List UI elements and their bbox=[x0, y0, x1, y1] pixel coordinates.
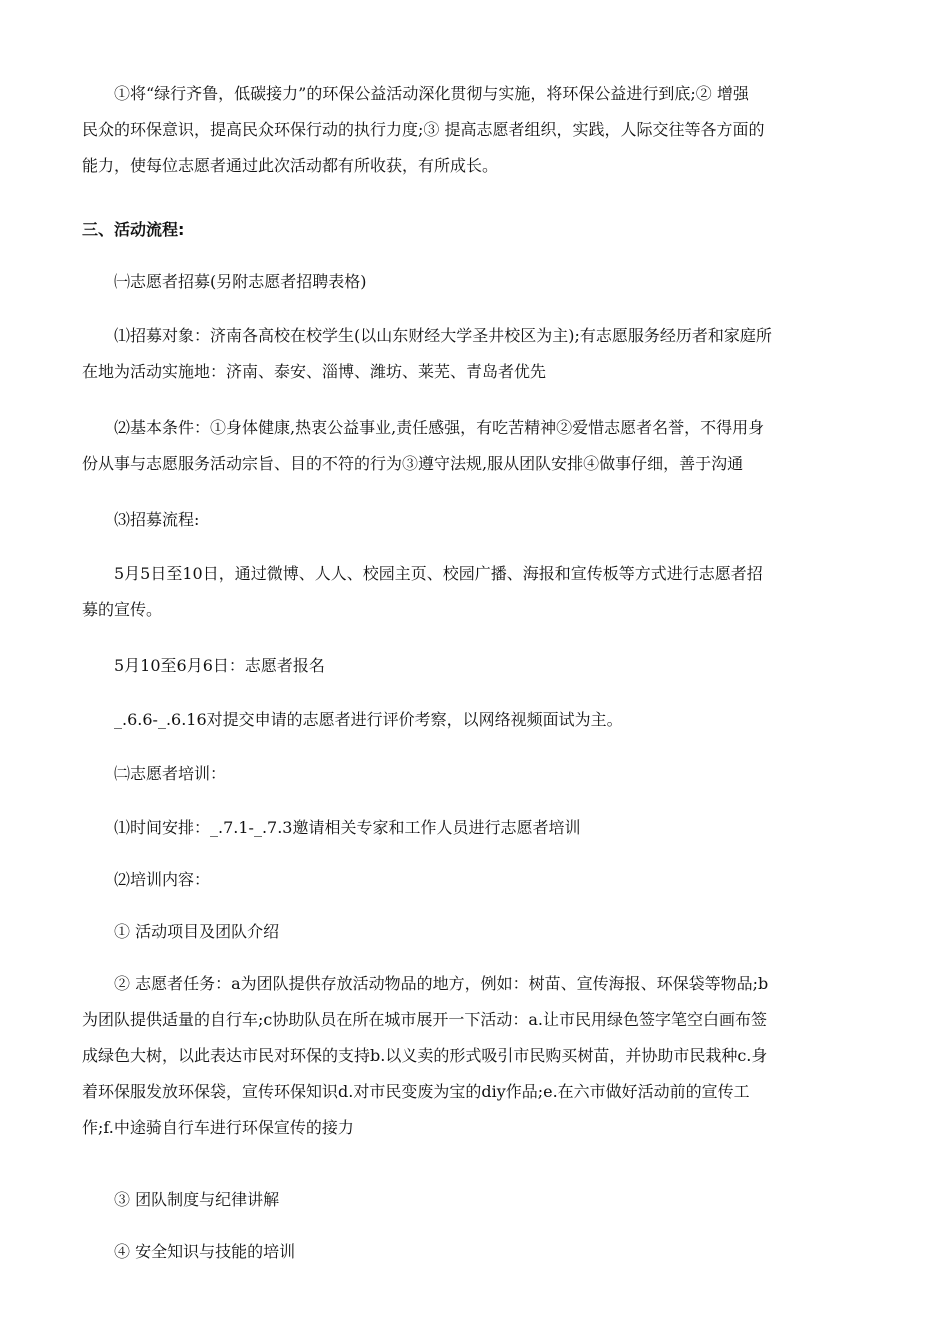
recruit-publicity-paragraph bbox=[82, 556, 872, 628]
training-item-2-line-2: 为团队提供适量的自行车;c协助队员在所在城市展开一下活动：a.让市民用绿色签字笔空白画布签 bbox=[82, 1010, 767, 1029]
recruit-review: _.6.6-_.6.16对提交申请的志愿者进行评价考察，以网络视频面试为主。 bbox=[114, 710, 623, 729]
goals-line-1: ①将“绿行齐鲁，低碳接力”的环保公益活动深化贯彻与实施，将环保公益进行到底;② 增强 bbox=[114, 84, 749, 103]
recruit-conditions-paragraph bbox=[82, 410, 872, 482]
training-item-2-paragraph bbox=[82, 966, 872, 1146]
recruit-title: ㈠志愿者招募(另附志愿者招聘表格) bbox=[114, 272, 367, 291]
recruit-publicity-line-2: 募的宣传。 bbox=[82, 600, 163, 619]
training-item-3: ③ 团队制度与纪律讲解 bbox=[114, 1190, 280, 1209]
recruit-process-title: ⑶招募流程: bbox=[114, 510, 200, 529]
recruit-conditions-line-1: ⑵基本条件：①身体健康,热衷公益事业,责任感强，有吃苦精神②爱惜志愿者名誉，不得用身 bbox=[114, 418, 765, 437]
training-time: ⑴时间安排：_.7.1-_.7.3邀请相关专家和工作人员进行志愿者培训 bbox=[114, 818, 581, 837]
recruit-publicity-line-1: 5月5日至10日，通过微博、人人、校园主页、校园广播、海报和宣传板等方式进行志愿者招 bbox=[114, 564, 763, 583]
training-item-2-line-3: 成绿色大树，以此表达市民对环保的支持b.以义卖的形式吸引市民购买树苗，并协助市民栽种c.身 bbox=[82, 1046, 768, 1065]
goals-line-2: 民众的环保意识，提高民众环保行动的执行力度;③ 提高志愿者组织，实践，人际交往等各方面的 bbox=[82, 120, 765, 139]
training-item-2-line-4: 着环保服发放环保袋，宣传环保知识d.对市民变废为宝的diy作品;e.在六市做好活动前的宣传工 bbox=[82, 1082, 750, 1101]
recruit-target-paragraph bbox=[82, 318, 872, 390]
training-content-title: ⑵培训内容： bbox=[114, 870, 211, 889]
recruit-target-line-2: 在地为活动实施地：济南、泰安、淄博、潍坊、莱芜、青岛者优先 bbox=[82, 362, 547, 381]
recruit-target-line-1: ⑴招募对象：济南各高校在校学生(以山东财经大学圣井校区为主);有志愿服务经历者和家庭所 bbox=[114, 326, 772, 345]
training-item-2-line-1: ② 志愿者任务：a为团队提供存放活动物品的地方，例如：树苗、宣传海报、环保袋等物品;b bbox=[114, 974, 769, 993]
training-item-4: ④ 安全知识与技能的培训 bbox=[114, 1242, 296, 1261]
section-heading-activity-flow: 三、活动流程: bbox=[82, 220, 185, 239]
goals-line-3: 能力，使每位志愿者通过此次活动都有所收获，有所成长。 bbox=[82, 156, 499, 175]
training-item-1: ① 活动项目及团队介绍 bbox=[114, 922, 280, 941]
goals-paragraph bbox=[82, 76, 872, 184]
training-item-2-line-5: 作;f.中途骑自行车进行环保宣传的接力 bbox=[82, 1118, 354, 1137]
training-title: ㈡志愿者培训： bbox=[114, 764, 227, 783]
recruit-signup: 5月10至6月6日：志愿者报名 bbox=[114, 656, 325, 675]
recruit-conditions-line-2: 份从事与志愿服务活动宗旨、目的不符的行为③遵守法规,服从团队安排④做事仔细，善于沟通 bbox=[82, 454, 744, 473]
